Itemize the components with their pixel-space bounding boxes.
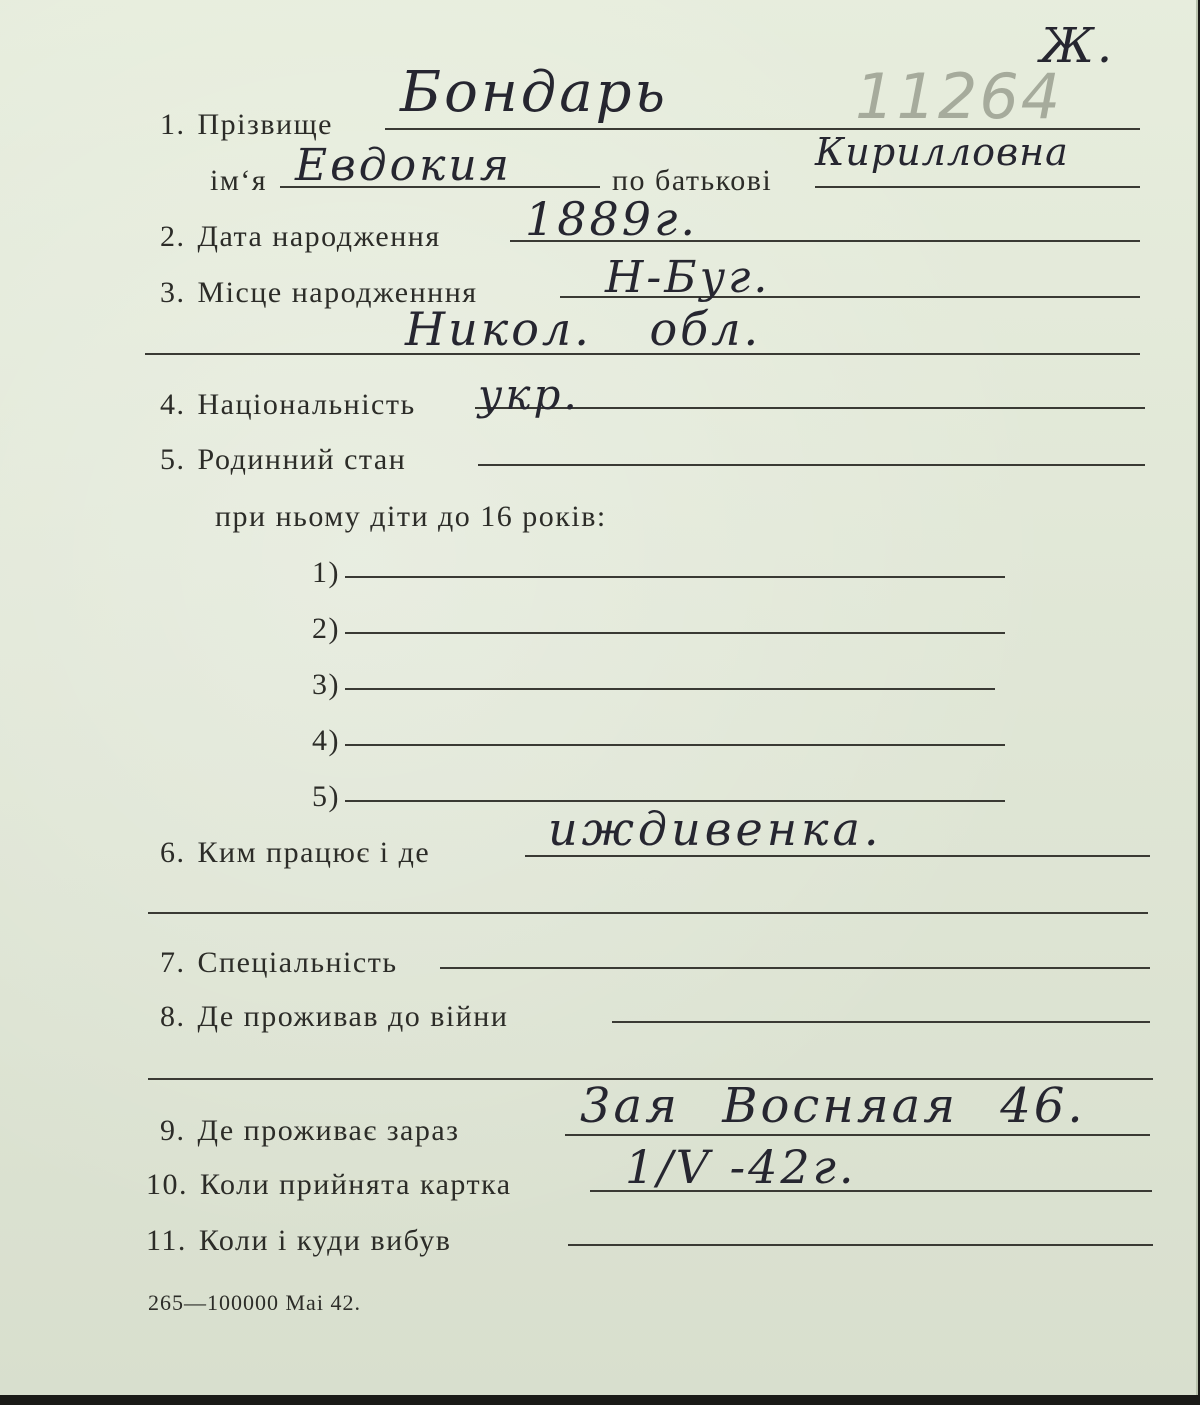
prewar-residence-line[interactable] <box>612 1021 1150 1023</box>
patronymic-value: Кирилловна <box>815 130 1069 174</box>
card-accepted-number: 10. <box>146 1168 188 1201</box>
prewar-residence-label <box>160 1000 508 1034</box>
departure-line[interactable] <box>568 1244 1153 1246</box>
departure-label-text: Коли і куди вибув <box>198 1224 452 1257</box>
current-residence-value: 3ая Восняая 46. <box>580 1078 1086 1134</box>
birth-place-number: 3. <box>160 276 186 309</box>
surname-number: 1. <box>160 108 186 141</box>
occupation-label <box>160 836 430 870</box>
prewar-residence-number: 8. <box>160 1000 186 1033</box>
departure-number: 11. <box>146 1224 187 1257</box>
occupation-label-text: Ким працює і де <box>197 836 431 869</box>
family-status-number: 5. <box>160 443 186 476</box>
occupation-number: 6. <box>160 836 186 869</box>
specialty-label-text: Спеціальність <box>197 946 398 979</box>
card-accepted-value: 1/V -42г. <box>625 1140 857 1194</box>
card-accepted-label-text: Коли прийнята картка <box>200 1168 512 1201</box>
occupation-line-2[interactable] <box>148 912 1148 914</box>
birth-place-label-text: Місце народженння <box>197 276 478 309</box>
surname-label <box>160 108 333 142</box>
current-residence-label-text: Де проживає зараз <box>197 1114 460 1147</box>
child-1-number: 1) <box>312 556 340 589</box>
birth-place-value-1: Н-Буг. <box>605 252 771 303</box>
child-4-number: 4) <box>312 724 340 757</box>
patronymic-line[interactable] <box>815 186 1140 188</box>
child-1-line[interactable] <box>345 576 1005 578</box>
birth-date-label <box>160 220 441 254</box>
child-3-number: 3) <box>312 668 340 701</box>
child-5-number: 5) <box>312 780 340 813</box>
occupation-value: иждивенка. <box>548 802 883 856</box>
current-residence-number: 9. <box>160 1114 186 1147</box>
patronymic-label: по батькові <box>612 164 773 197</box>
birth-date-label-text: Дата народження <box>197 220 441 253</box>
child-2-line[interactable] <box>345 632 1005 634</box>
specialty-line[interactable] <box>440 967 1150 969</box>
family-status-line[interactable] <box>478 464 1145 466</box>
corner-mark: Ж. <box>1040 18 1116 74</box>
nationality-label-text: Національність <box>197 388 416 421</box>
family-status-label <box>160 443 406 477</box>
family-status-label-text: Родинний стан <box>197 443 407 476</box>
departure-label <box>146 1224 451 1258</box>
print-code: 265—100000 Маі 42. <box>148 1290 361 1315</box>
nationality-label <box>160 388 416 422</box>
card-accepted-label <box>146 1168 512 1202</box>
child-2-number: 2) <box>312 612 340 645</box>
current-residence-label <box>160 1114 460 1148</box>
birth-date-number: 2. <box>160 220 186 253</box>
prewar-residence-label-text: Де проживав до війни <box>197 1000 509 1033</box>
specialty-label <box>160 946 398 980</box>
surname-label-text: Прізвище <box>197 108 333 141</box>
specialty-number: 7. <box>160 946 186 979</box>
first-name-value: Евдокия <box>295 140 512 191</box>
current-residence-line[interactable] <box>565 1134 1150 1136</box>
children-label: при ньому діти до 16 років: <box>215 500 607 533</box>
nationality-number: 4. <box>160 388 186 421</box>
child-3-line[interactable] <box>345 688 995 690</box>
birth-place-value-2: Никол. обл. <box>405 302 762 356</box>
surname-value: Бондарь <box>400 60 668 125</box>
stamp-number: 11264 <box>855 60 1063 133</box>
nationality-value: укр. <box>478 370 580 419</box>
child-4-line[interactable] <box>345 744 1005 746</box>
first-name-label: ім‘я <box>210 164 268 197</box>
birth-date-value: 1889г. <box>525 192 698 246</box>
